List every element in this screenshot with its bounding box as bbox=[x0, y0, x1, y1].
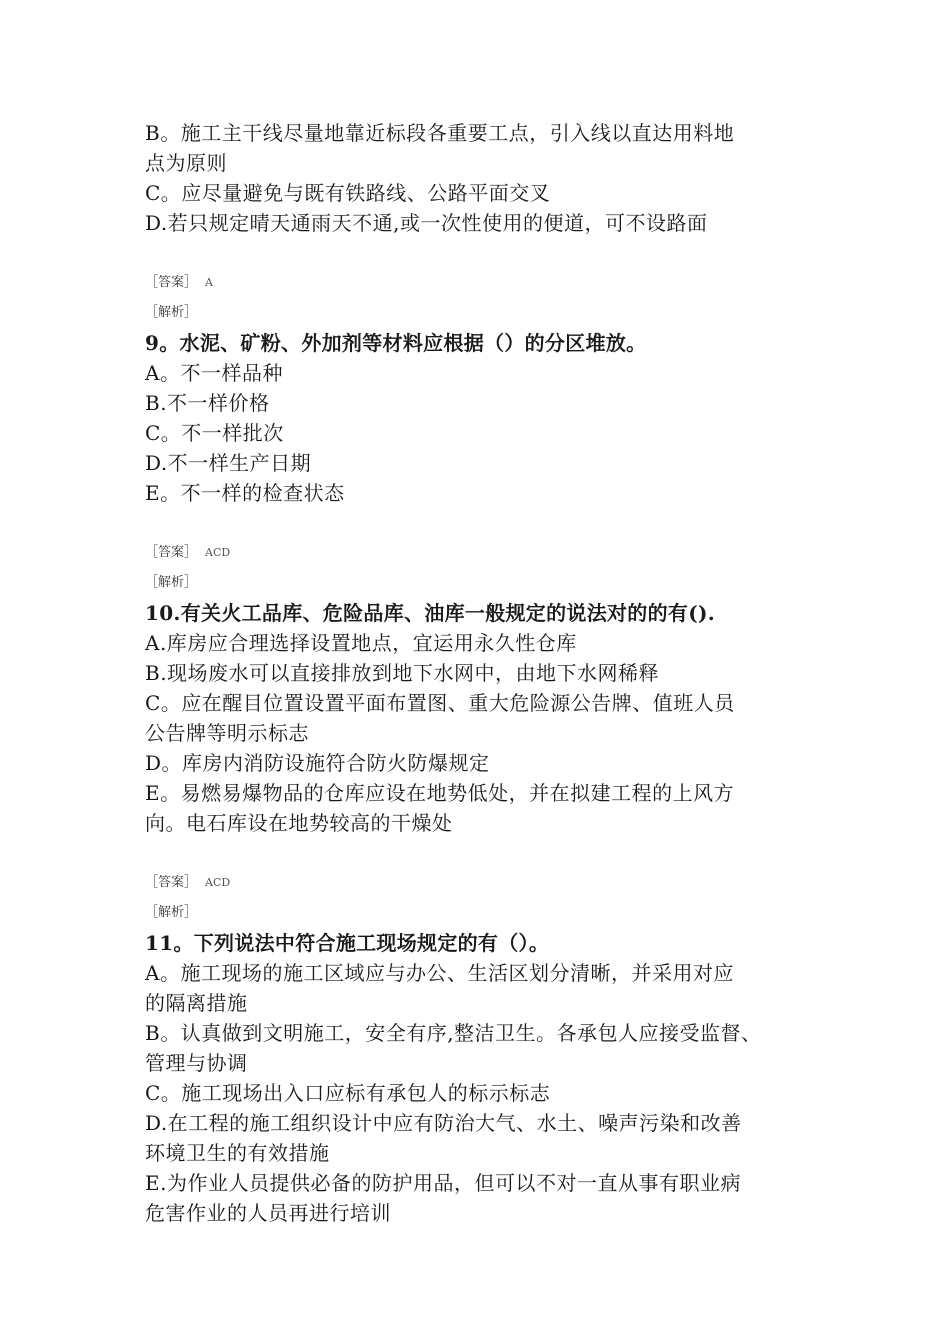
question-8-options bbox=[145, 118, 845, 238]
answer-label: ［答案］ bbox=[145, 275, 198, 290]
option-line: 向。电石库设在地势较高的干燥处 bbox=[145, 811, 453, 835]
option-line: C。应在醒目位置设置平面布置图、重大危险源公告牌、值班人员 bbox=[145, 691, 735, 715]
option-line: C。应尽量避免与既有铁路线、公路平面交叉 bbox=[145, 181, 551, 205]
option-line: B。施工主干线尽量地靠近标段各重要工点，引入线以直达用料地 bbox=[145, 121, 735, 145]
option-line: B.不一样价格 bbox=[145, 391, 270, 415]
answer-label: ［答案］ bbox=[145, 545, 198, 560]
option-line: 的隔离措施 bbox=[145, 991, 248, 1015]
option-line: E.为作业人员提供必备的防护用品，但可以不对一直从事有职业病 bbox=[145, 1171, 741, 1195]
question-10-title: 10.有关火工品库、危险品库、油库一般规定的说法对的的有(). bbox=[145, 601, 715, 625]
spacer bbox=[145, 238, 845, 268]
option-line: 环境卫生的有效措施 bbox=[145, 1141, 330, 1165]
answer-row bbox=[145, 868, 845, 898]
option-line: B.现场废水可以直接排放到地下水网中，由地下水网稀释 bbox=[145, 661, 660, 685]
document-page bbox=[145, 118, 845, 1228]
option-line: C。不一样批次 bbox=[145, 421, 284, 445]
option-line: A。不一样品种 bbox=[145, 361, 283, 385]
question-11-options bbox=[145, 958, 845, 1228]
answer-label: ［答案］ bbox=[145, 875, 198, 890]
analysis-label: ［解析］ bbox=[145, 905, 198, 920]
answer-row bbox=[145, 538, 845, 568]
option-line: D.不一样生产日期 bbox=[145, 451, 312, 475]
analysis-label: ［解析］ bbox=[145, 575, 198, 590]
answer-row bbox=[145, 268, 845, 298]
option-line: 管理与协调 bbox=[145, 1051, 248, 1075]
answer-value: ACD bbox=[205, 546, 231, 559]
option-line: D.若只规定晴天通雨天不通,或一次性使用的便道，可不设路面 bbox=[145, 211, 708, 235]
option-line: E。易燃易爆物品的仓库应设在地势低处，并在拟建工程的上风方 bbox=[145, 781, 735, 805]
question-10-options bbox=[145, 628, 845, 838]
question-11-title: 11。下列说法中符合施工现场规定的有（）。 bbox=[145, 931, 550, 955]
option-line: D。库房内消防设施符合防火防爆规定 bbox=[145, 751, 490, 775]
option-line: 危害作业的人员再进行培训 bbox=[145, 1201, 391, 1225]
option-line: A.库房应合理选择设置地点，宜运用永久性仓库 bbox=[145, 631, 577, 655]
option-line: 点为原则 bbox=[145, 151, 227, 175]
option-line: A。施工现场的施工区域应与办公、生活区划分清晰，并采用对应 bbox=[145, 961, 734, 985]
spacer bbox=[145, 838, 845, 868]
option-line: C。施工现场出入口应标有承包人的标示标志 bbox=[145, 1081, 551, 1105]
question-9-options bbox=[145, 358, 845, 508]
option-line: B。认真做到文明施工，安全有序,整洁卫生。各承包人应接受监督、 bbox=[145, 1021, 762, 1045]
spacer bbox=[145, 508, 845, 538]
option-line: D.在工程的施工组织设计中应有防治大气、水土、噪声污染和改善 bbox=[145, 1111, 742, 1135]
option-line: E。不一样的检查状态 bbox=[145, 481, 345, 505]
analysis-label: ［解析］ bbox=[145, 305, 198, 320]
option-line: 公告牌等明示标志 bbox=[145, 721, 309, 745]
answer-value: ACD bbox=[205, 876, 231, 889]
answer-value: A bbox=[205, 276, 213, 289]
question-9-title: 9。水泥、矿粉、外加剂等材料应根据（）的分区堆放。 bbox=[145, 331, 647, 355]
